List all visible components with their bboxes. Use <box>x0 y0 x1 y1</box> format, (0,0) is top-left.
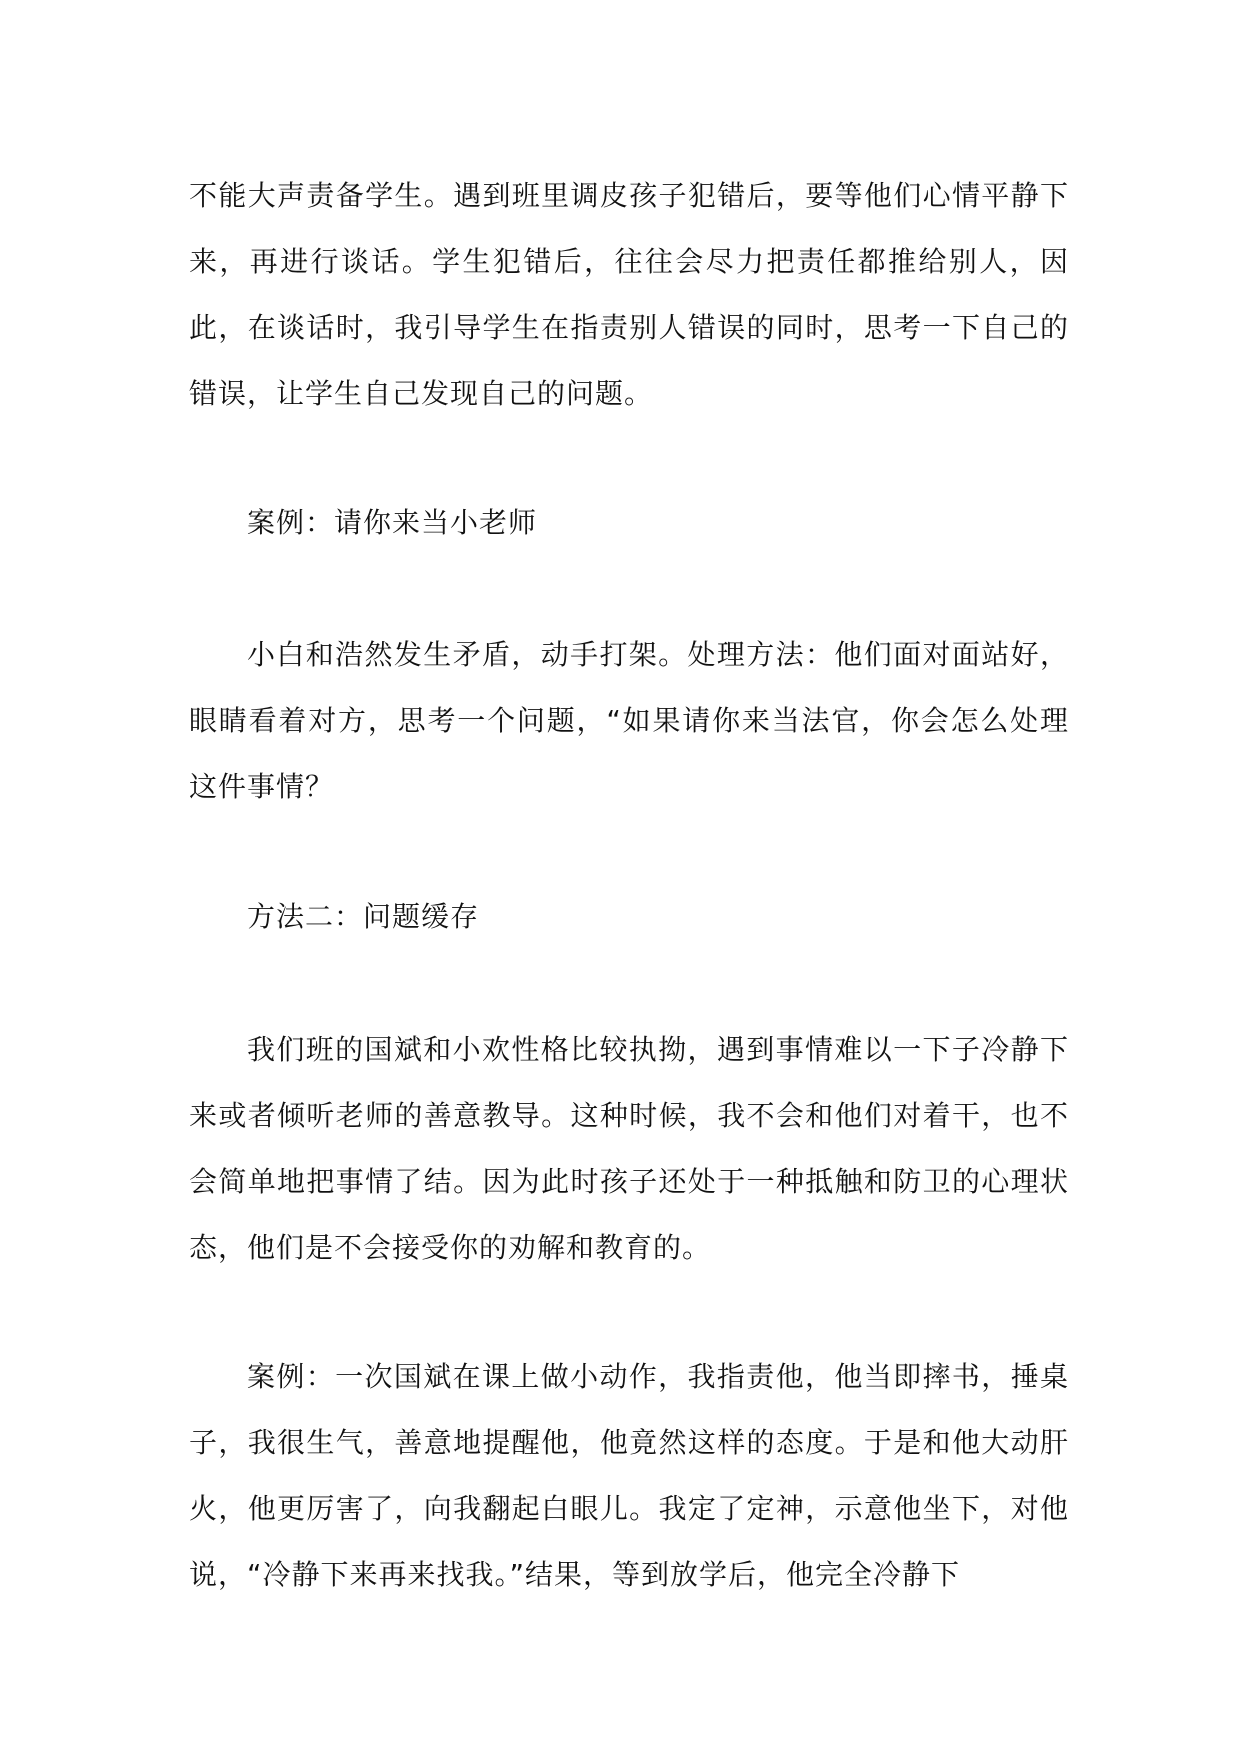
case-paragraph-fight: 小白和浩然发生矛盾，动手打架。处理方法：他们面对面站好，眼睛看着对方，思考一个问题，“如果请你来当法官，你会怎么处理这件事情？ <box>189 638 1069 803</box>
case-heading-little-teacher: 案例：请你来当小老师 <box>247 506 538 539</box>
method-two-heading: 方法二：问题缓存 <box>247 900 480 933</box>
method-two-paragraph: 我们班的国斌和小欢性格比较执拗，遇到事情难以一下子冷静下来或者倾听老师的善意教导。这种时候，我不会和他们对着干，也不会简单地把事情了结。因为此时孩子还处于一种抵触和防卫的心理状态，他们是不会接受你的劝解和教育的。 <box>189 1033 1069 1264</box>
paragraph-continuation: 不能大声责备学生。遇到班里调皮孩子犯错后，要等他们心情平静下来，再进行谈话。学生犯错后，往往会尽力把责任都推给别人，因此，在谈话时，我引导学生在指责别人错误的同时，思考一下自己的错误，让学生自己发现自己的问题。 <box>189 179 1069 410</box>
case-paragraph-guobin: 案例：一次国斌在课上做小动作，我指责他，他当即摔书，捶桌子，我很生气，善意地提醒他，他竟然这样的态度。于是和他大动肝火，他更厉害了，向我翻起白眼儿。我定了定神，示意他坐下，对他说，“冷静下来再来找我。”结果，等到放学后，他完全冷静下 <box>189 1360 1069 1591</box>
